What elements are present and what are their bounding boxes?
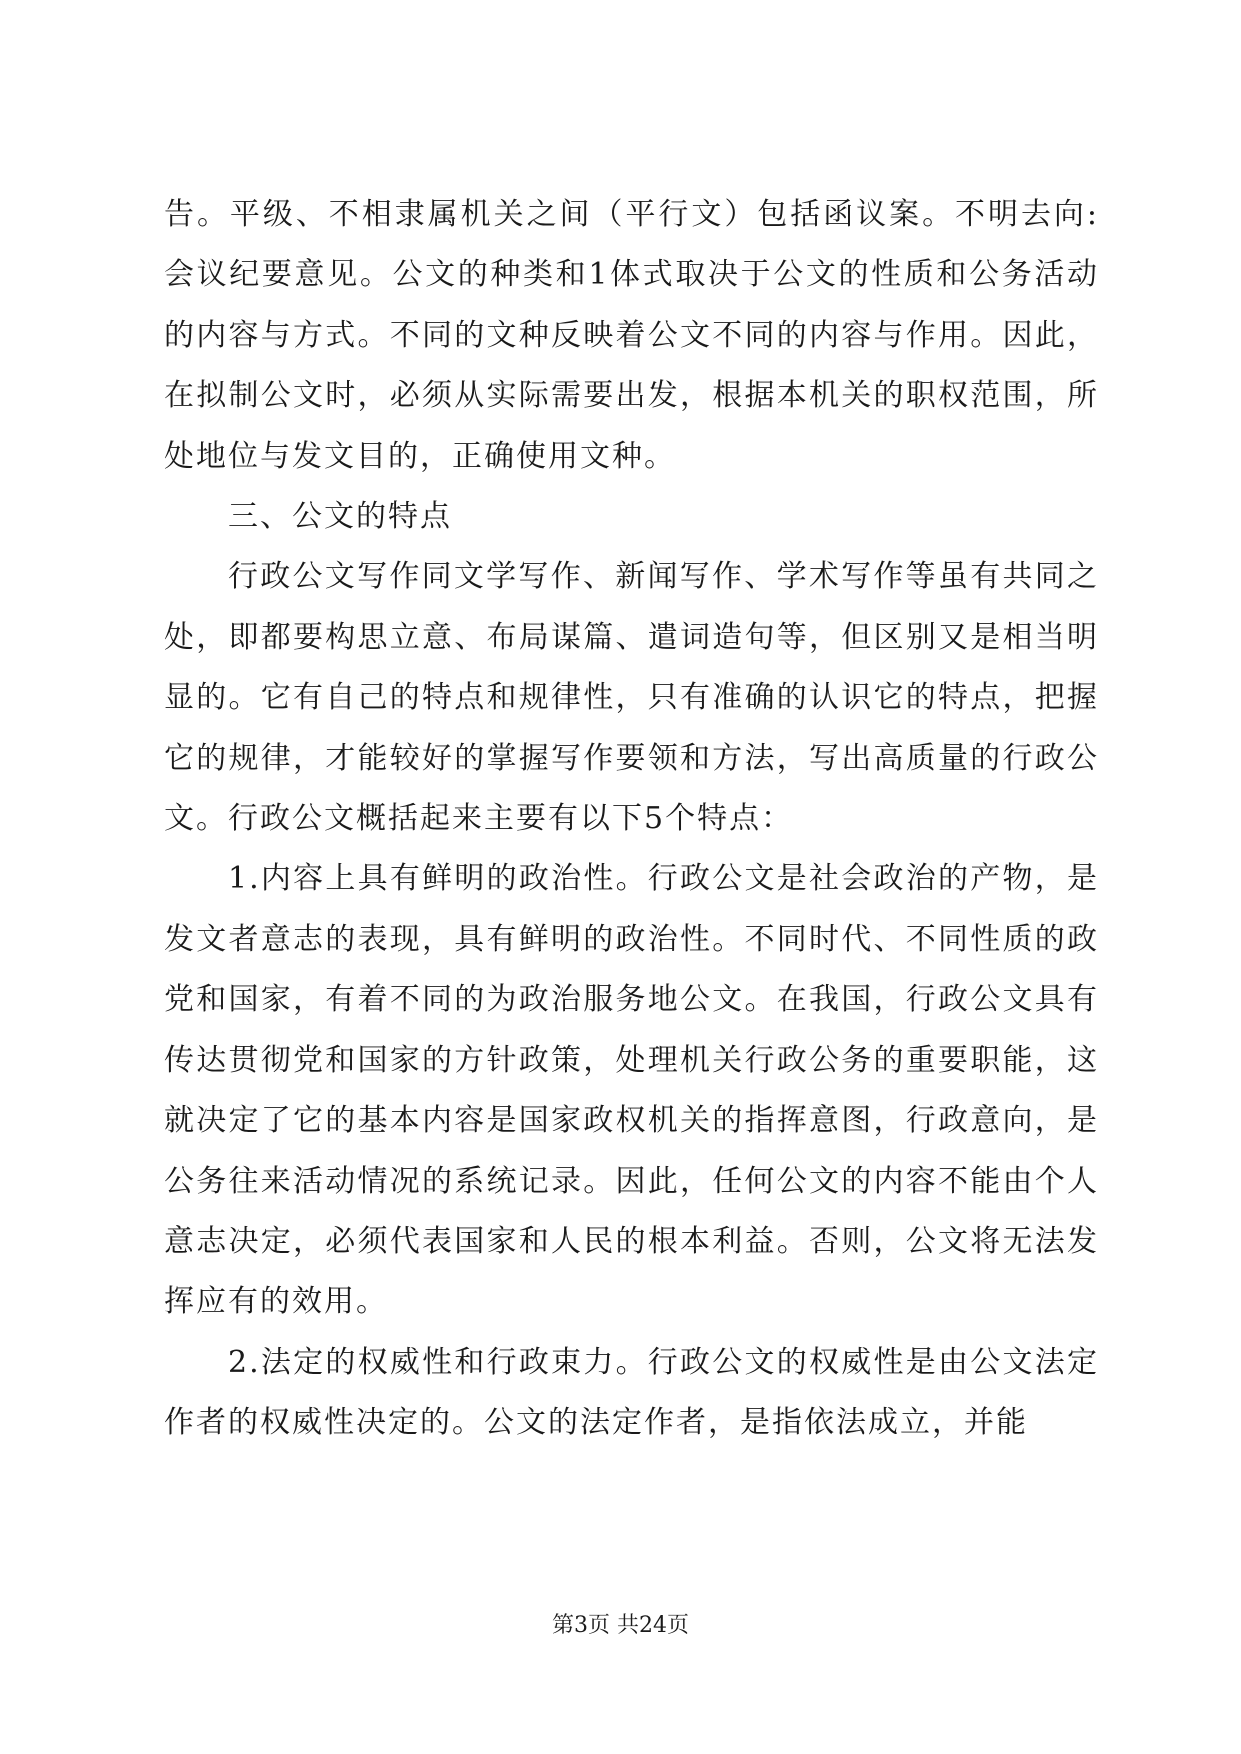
section-heading: 三、公文的特点 [228,499,452,535]
document-body [164,185,1099,1454]
paragraph-point-1: 1.内容上具有鲜明的政治性。行政公文是社会政治的产物，是发文者意志的表现，具有鲜明的政治性。不同时代、不同性质的政党和国家，有着不同的为政治服务地公文。在我国，行政公文具有传达贯彻党和国家的方针政策，处理机关行政公务的重要职能，这就决定了它的基本内容是国家政权机关的指挥意图，行政意向，是公务往来活动情况的系统记录。因此，任何公文的内容不能由个人意志决定，必须代表国家和人民的根本利益。否则，公文将无法发挥应有的效用。 [164,861,1099,1320]
paragraph-continuation: 告。平级、不相隶属机关之间（平行文）包括函议案。不明去向:会议纪要意见。公文的种类和1体式取决于公文的性质和公务活动的内容与方式。不同的文种反映着公文不同的内容与作用。因此，在拟制公文时，必须从实际需要出发，根据本机关的职权范围，所处地位与发文目的，正确使用文种。 [164,197,1099,474]
paragraph-point-2: 2.法定的权威性和行政束力。行政公文的权威性是由公文法定作者的权威性决定的。公文的法定作者，是指依法成立，并能 [164,1344,1099,1441]
paragraph-intro: 行政公文写作同文学写作、新闻写作、学术写作等虽有共同之处，即都要构思立意、布局谋篇、遣词造句等，但区别又是相当明显的。它有自己的特点和规律性，只有准确的认识它的特点，把握它的规律，才能较好的掌握写作要领和方法，写出高质量的行政公文。行政公文概括起来主要有以下5个特点： [164,559,1099,837]
page-number-footer: 第3页 共24页 [552,1613,689,1638]
